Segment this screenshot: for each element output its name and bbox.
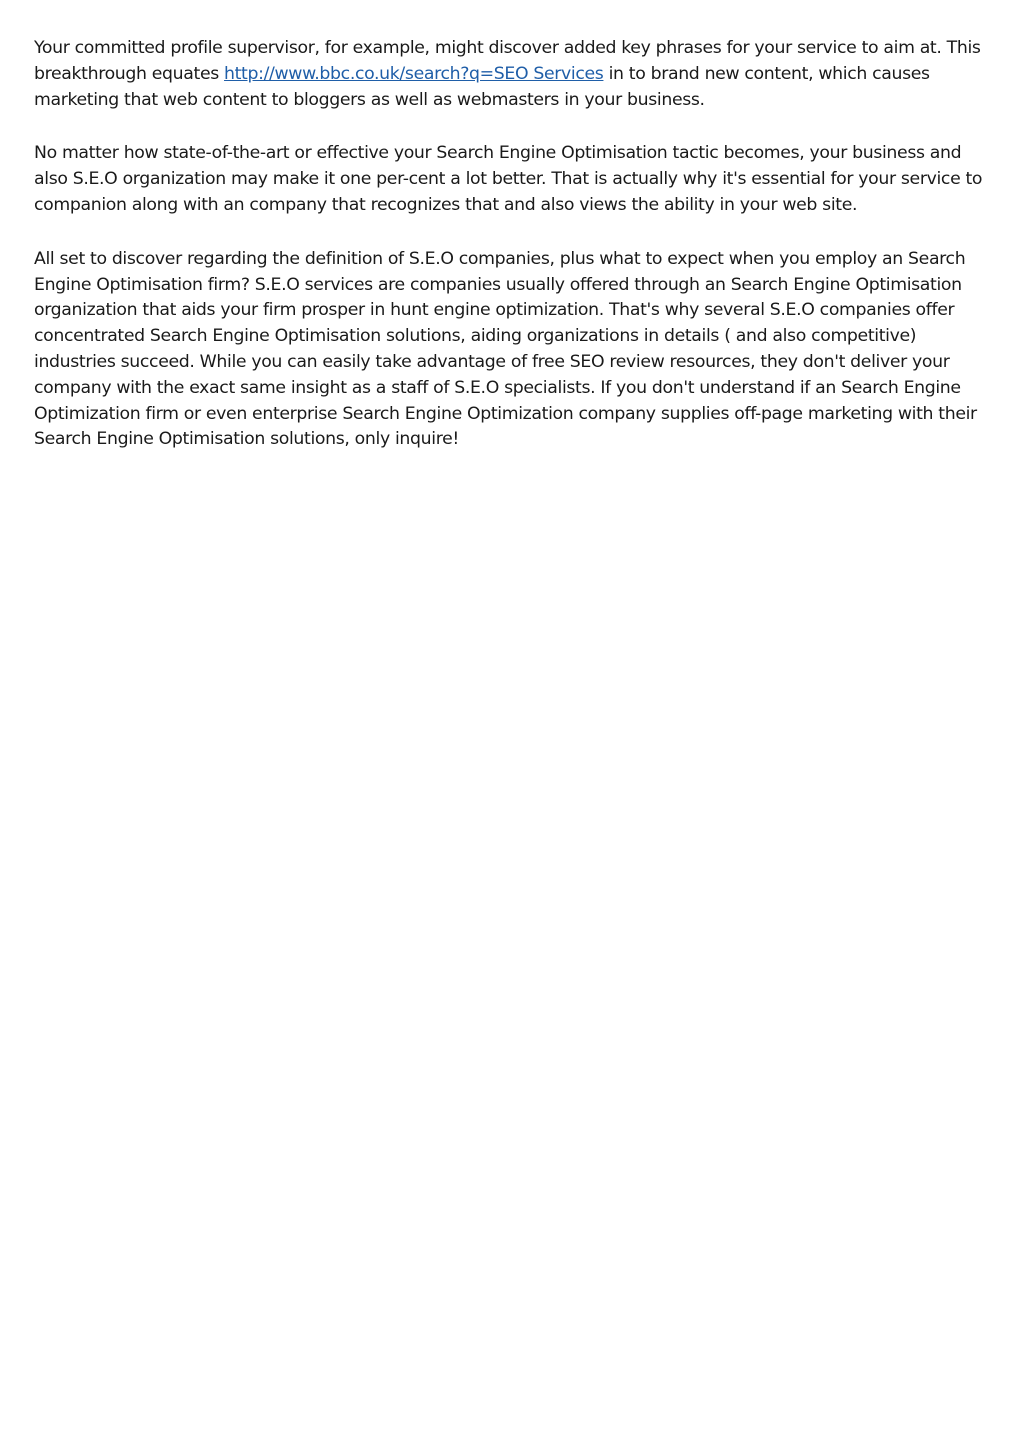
paragraph-3: All set to discover regarding the definition of S.E.O companies, plus what to expect when you employ an Search Engine Optimisation firm? S.E.O services are companies usually offered through an Search Engine Optimisation organization that aids your firm prosper in hunt engine optimization. That's why several S.E.O companies offer concentrated Search Engine Optimisation solutions, aiding organizations in details ( and also competitive) industries succeed. While you can easily take advantage of free SEO review resources, they don't deliver your company with the exact same insight as a staff of S.E.O specialists. If you don't understand if an Search Engine Optimization firm or even enterprise Search Engine Optimization company supplies off-page marketing with their Search Engine Optimisation solutions, only inquire! (34, 248, 977, 450)
bbc-search-link[interactable]: http://www.bbc.co.uk/search?q=SEO Services (224, 63, 604, 84)
paragraph-2: No matter how state-of-the-art or effective your Search Engine Optimisation tactic becomes, your business and also S.E.O organization may make it one per-cent a lot better. That is actually why it's essential for your service to companion along with an company that recognizes that and also views the ability in your web site. (34, 143, 983, 215)
paragraph-1 (34, 36, 992, 113)
document-body (34, 36, 992, 481)
paragraph-1-text-after-link: in to brand new content, which causes marketing that web content to bloggers as well as webmasters in your business. (34, 63, 930, 110)
paragraph-1-text-before-link: Your committed profile supervisor, for example, might discover added key phrases for your service to aim at. This breakthrough equates (34, 38, 981, 84)
